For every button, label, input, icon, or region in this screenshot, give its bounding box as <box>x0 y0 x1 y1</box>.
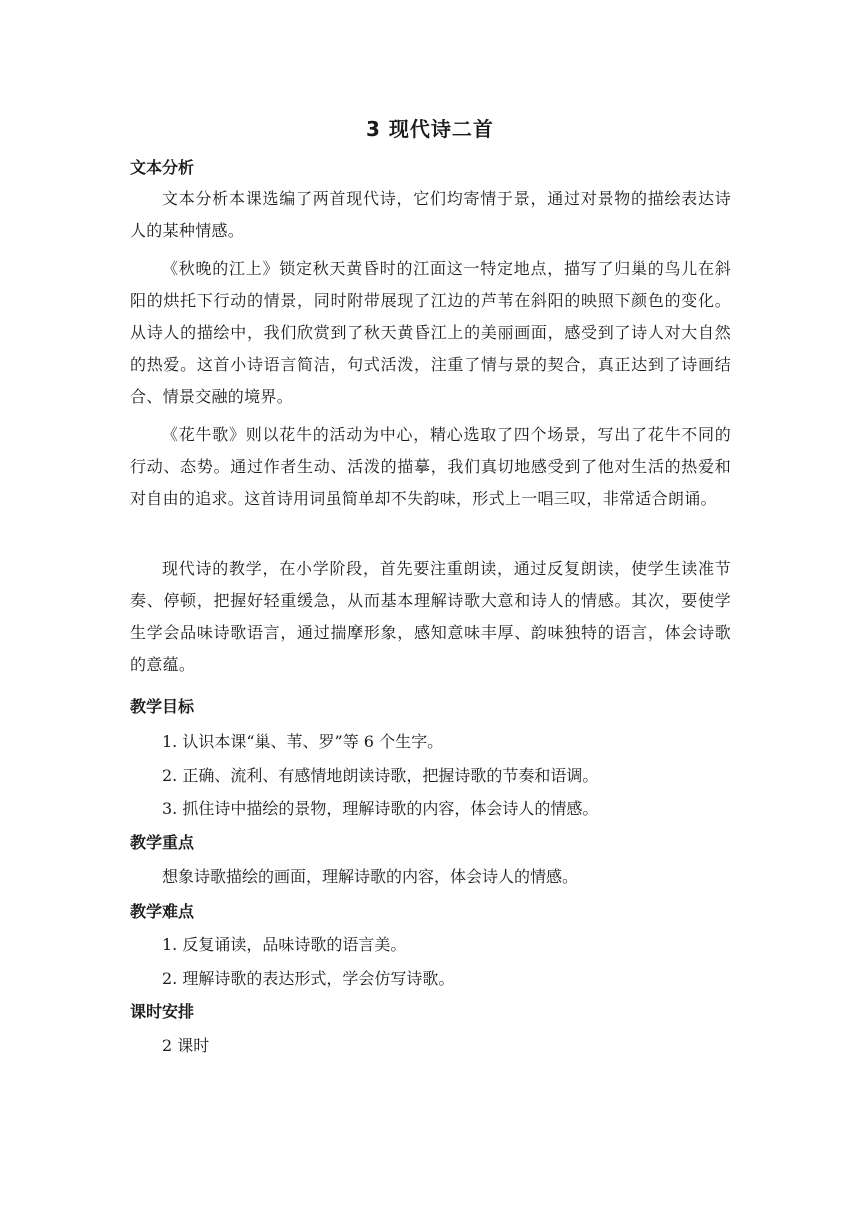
heading-teaching-focus: 教学重点 <box>130 833 195 852</box>
goal-item: 3. 抓住诗中描绘的景物，理解诗歌的内容，体会诗人的情感。 <box>162 799 599 818</box>
heading-text-analysis: 文本分析 <box>130 158 195 177</box>
difficulty-item: 2. 理解诗歌的表达形式，学会仿写诗歌。 <box>162 969 455 988</box>
focus-text: 想象诗歌描绘的画面，理解诗歌的内容，体会诗人的情感。 <box>162 867 579 886</box>
heading-teaching-goals: 教学目标 <box>130 697 195 716</box>
heading-schedule: 课时安排 <box>130 1002 195 1021</box>
goal-item: 2. 正确、流利、有感情地朗读诗歌，把握诗歌的节奏和语调。 <box>162 766 599 785</box>
heading-teaching-difficulty: 教学难点 <box>130 902 195 921</box>
difficulty-item: 1. 反复诵读，品味诗歌的语言美。 <box>162 935 407 954</box>
analysis-paragraph-1: 文本分析本课选编了两首现代诗，它们均寄情于景，通过对景物的描绘表达诗人的某种情感。 <box>130 189 731 240</box>
page-title: 3 现代诗二首 <box>366 117 494 141</box>
goal-item: 1. 认识本课“巢、苇、罗”等 6 个生字。 <box>162 732 444 751</box>
analysis-paragraph-3: 《花牛歌》则以花牛的活动为中心，精心选取了四个场景，写出了花牛不同的行动、态势。通过作者生动、活泼的描摹，我们真切地感受到了他对生活的热爱和对自由的追求。这首诗用词虽简单却不失韵味，形式上一唱三叹，非常适合朗诵。 <box>130 425 731 508</box>
analysis-paragraph-4: 现代诗的教学，在小学阶段，首先要注重朗读，通过反复朗读，使学生读准节奏、停顿，把握好轻重缓急，从而基本理解诗歌大意和诗人的情感。其次，要使学生学会品味诗歌语言，通过揣摩形象，感知意味丰厚、韵味独特的语言，体会诗歌的意蕴。 <box>130 559 731 674</box>
schedule-text: 2 课时 <box>162 1036 210 1055</box>
analysis-paragraph-2: 《秋晚的江上》锁定秋天黄昏时的江面这一特定地点，描写了归巢的鸟儿在斜阳的烘托下行动的情景，同时附带展现了江边的芦苇在斜阳的映照下颜色的变化。从诗人的描绘中，我们欣赏到了秋天黄昏江上的美丽画面，感受到了诗人对大自然的热爱。这首小诗语言简洁，句式活泼，注重了情与景的契合，真正达到了诗画结合、情景交融的境界。 <box>130 259 731 406</box>
